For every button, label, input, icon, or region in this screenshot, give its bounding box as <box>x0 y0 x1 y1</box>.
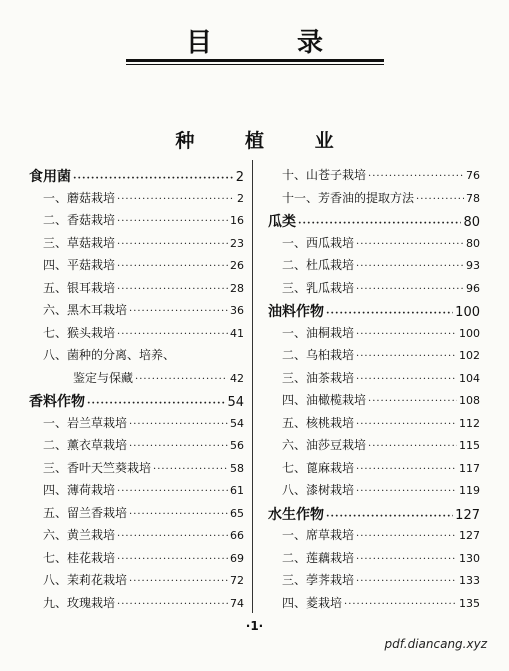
toc-page-number: 66 <box>230 529 244 542</box>
toc-entry-label: 三、草菇栽培 <box>43 235 116 250</box>
dot-leader <box>344 599 457 610</box>
toc-entry-label: 二、杜瓜栽培 <box>282 258 355 272</box>
dot-leader <box>129 441 228 452</box>
dot-leader <box>129 306 228 317</box>
dot-leader <box>356 486 457 497</box>
toc-page-number: 78 <box>466 191 480 205</box>
toc-entry-label: 七、桂花栽培 <box>43 550 116 565</box>
toc-entry <box>268 436 480 459</box>
dot-leader <box>326 308 453 319</box>
toc-category <box>29 166 244 189</box>
toc-page-number: 100 <box>459 326 480 340</box>
toc-entry <box>29 459 244 482</box>
toc-entry <box>268 594 480 617</box>
dot-leader <box>368 396 457 407</box>
toc-entry <box>268 549 480 572</box>
toc-entry <box>29 256 244 279</box>
dot-leader <box>129 576 228 587</box>
toc-entry <box>268 369 480 392</box>
toc-page-number: 36 <box>230 304 244 317</box>
toc-entry <box>268 256 480 279</box>
toc-entry <box>29 189 244 212</box>
watermark: pdf.diancang.xyz <box>384 637 487 651</box>
dot-leader <box>117 239 228 250</box>
dot-leader <box>356 284 464 295</box>
dot-leader <box>356 351 457 362</box>
toc-entry-label: 三、乳瓜栽培 <box>282 280 355 295</box>
toc-entry <box>29 594 244 617</box>
toc-entry <box>268 526 480 549</box>
dot-leader <box>87 398 225 409</box>
toc-right-column <box>268 166 480 616</box>
toc-page-number: 115 <box>459 439 480 452</box>
toc-entry-label: 二、香菇栽培 <box>43 213 116 227</box>
toc-entry <box>268 234 480 257</box>
toc-entry-label: 二、薰衣草栽培 <box>43 438 128 452</box>
toc-entry-label: 香料作物 <box>29 394 85 410</box>
toc-entry <box>29 301 244 324</box>
toc-entry-label: 二、莲藕栽培 <box>282 550 355 565</box>
dot-leader <box>117 261 228 272</box>
title-rule-thick <box>126 59 384 62</box>
toc-entry <box>268 324 480 347</box>
toc-entry-label: 一、蘑菇栽培 <box>43 190 116 205</box>
toc-entry-label: 四、薄荷栽培 <box>43 483 116 497</box>
toc-category <box>268 301 480 324</box>
toc-page-number: 2 <box>237 191 244 205</box>
toc-entry <box>29 436 244 459</box>
toc-entry-label: 七、蓖麻栽培 <box>282 460 355 475</box>
dot-leader <box>368 441 457 452</box>
toc-entry <box>29 526 244 549</box>
dot-leader <box>135 374 228 385</box>
toc-entry-label: 一、席草栽培 <box>282 528 355 542</box>
toc-page-number: 72 <box>230 574 244 587</box>
toc-entry-label: 鉴定与保藏 <box>73 370 134 385</box>
toc-page-number: 108 <box>459 394 480 407</box>
dot-leader <box>356 531 457 542</box>
toc-page-number: 96 <box>466 281 480 295</box>
toc-entry-label: 油料作物 <box>268 304 324 320</box>
toc-page-number: 93 <box>466 259 480 272</box>
toc-page-number: 69 <box>230 551 244 565</box>
title-rule-thin <box>126 64 384 65</box>
toc-entry-label: 八、茉莉花栽培 <box>43 573 128 587</box>
toc-entry-label: 水生作物 <box>268 506 324 523</box>
toc-page-number: 54 <box>227 395 244 410</box>
dot-leader <box>129 509 228 520</box>
toc-entry <box>268 481 480 504</box>
dot-leader <box>356 576 457 587</box>
toc-page-number: 42 <box>230 371 244 385</box>
toc-entry <box>29 549 244 572</box>
toc-entry-label: 五、核桃栽培 <box>282 415 355 430</box>
column-divider <box>252 160 253 613</box>
toc-entry <box>29 346 244 369</box>
dot-leader <box>117 531 228 542</box>
toc-category <box>268 211 480 234</box>
dot-leader <box>117 194 235 205</box>
toc-entry-label: 九、玫瑰栽培 <box>43 595 116 610</box>
toc-page-number: 23 <box>230 236 244 250</box>
dot-leader <box>356 464 457 475</box>
toc-entry-label: 三、荸荠栽培 <box>282 573 355 587</box>
toc-entry-label: 一、油桐栽培 <box>282 325 355 340</box>
dot-leader <box>368 171 464 182</box>
toc-page-number: 65 <box>230 506 244 520</box>
toc-entry-label: 五、银耳栽培 <box>43 280 116 295</box>
toc-page-number: 112 <box>459 416 480 430</box>
toc-entry <box>29 234 244 257</box>
dot-leader <box>356 329 457 340</box>
dot-leader <box>117 216 228 227</box>
toc-entry <box>268 189 480 212</box>
toc-page-number: 80 <box>466 236 480 250</box>
toc-page-number: 28 <box>230 281 244 295</box>
toc-entry <box>29 279 244 302</box>
toc-entry-label: 四、菱栽培 <box>282 595 343 610</box>
toc-entry <box>29 504 244 527</box>
toc-entry-label: 三、香叶天竺葵栽培 <box>43 460 152 475</box>
toc-page-number: 117 <box>459 461 480 475</box>
dot-leader <box>356 554 457 565</box>
toc-entry <box>268 279 480 302</box>
dot-leader <box>356 239 464 250</box>
toc-entry-label: 六、黑木耳栽培 <box>43 303 128 317</box>
toc-page-number: 61 <box>230 484 244 497</box>
toc-page-number: 76 <box>466 169 480 182</box>
toc-page-number: 54 <box>230 416 244 430</box>
dot-leader <box>117 599 228 610</box>
toc-entry-label: 一、岩兰草栽培 <box>43 415 128 430</box>
dot-leader <box>117 284 228 295</box>
toc-page-number: 2 <box>235 170 244 185</box>
toc-entry-label: 食用菌 <box>29 169 71 185</box>
toc-entry <box>268 391 480 414</box>
dot-leader <box>129 419 228 430</box>
page-number: ·1· <box>245 619 264 633</box>
toc-entry <box>29 481 244 504</box>
toc-entry <box>29 369 244 392</box>
toc-page-number: 41 <box>230 326 244 340</box>
toc-page-number: 133 <box>459 574 480 587</box>
dot-leader <box>356 261 464 272</box>
toc-page-number: 58 <box>230 461 244 475</box>
toc-page-number: 56 <box>230 439 244 452</box>
toc-entry-label: 三、油茶栽培 <box>282 370 355 385</box>
section-heading: 种 植 业 <box>175 130 356 152</box>
toc-page-number: 80 <box>463 215 480 230</box>
toc-entry-label: 五、留兰香栽培 <box>43 505 128 520</box>
dot-leader <box>117 486 228 497</box>
dot-leader <box>326 511 453 522</box>
toc-page-number: 127 <box>459 529 480 542</box>
toc-entry-label: 十一、芳香油的提取方法 <box>282 190 415 205</box>
toc-entry-label: 四、油橄榄栽培 <box>282 393 367 407</box>
toc-entry-label: 七、猴头栽培 <box>43 325 116 340</box>
dot-leader <box>73 173 234 184</box>
dot-leader <box>298 218 461 229</box>
toc-category <box>29 391 244 414</box>
dot-leader <box>153 464 228 475</box>
dot-leader <box>117 554 228 565</box>
toc-entry <box>268 414 480 437</box>
dot-leader <box>416 194 464 205</box>
toc-page-number: 104 <box>459 371 480 385</box>
toc-page-number: 100 <box>455 305 480 320</box>
toc-entry-label: 瓜类 <box>268 214 296 230</box>
toc-left-column <box>29 166 244 616</box>
toc-page-number: 102 <box>459 349 480 362</box>
toc-page-number: 74 <box>230 596 244 610</box>
toc-entry-label: 四、平菇栽培 <box>43 258 116 272</box>
toc-page-number: 119 <box>459 484 480 497</box>
toc-entry-label: 六、黄兰栽培 <box>43 528 116 542</box>
dot-leader <box>356 419 457 430</box>
toc-category <box>268 504 480 527</box>
toc-entry <box>29 571 244 594</box>
toc-entry-label: 八、漆树栽培 <box>282 483 355 497</box>
toc-entry-label: 八、菌种的分离、培养、 <box>43 348 176 362</box>
toc-entry <box>29 211 244 234</box>
toc-entry <box>268 166 480 189</box>
toc-entry-label: 六、油莎豆栽培 <box>282 438 367 452</box>
toc-entry <box>29 324 244 347</box>
toc-page-number: 130 <box>459 551 480 565</box>
dot-leader <box>117 329 228 340</box>
toc-page-number: 135 <box>459 596 480 610</box>
toc-page-number: 26 <box>230 259 244 272</box>
dot-leader <box>356 374 457 385</box>
toc-page-number: 127 <box>455 507 480 523</box>
toc-entry <box>268 459 480 482</box>
toc-entry <box>268 571 480 594</box>
toc-entry <box>29 414 244 437</box>
toc-entry-label: 二、乌桕栽培 <box>282 348 355 362</box>
toc-entry-label: 一、西瓜栽培 <box>282 235 355 250</box>
toc-page-number: 16 <box>230 214 244 227</box>
toc-entry <box>268 346 480 369</box>
page-title: 目 录 <box>185 28 362 58</box>
toc-entry-label: 十、山苍子栽培 <box>282 168 367 182</box>
